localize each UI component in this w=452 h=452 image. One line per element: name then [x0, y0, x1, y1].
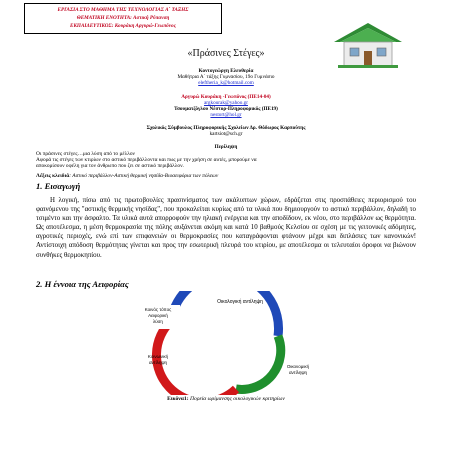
author-affiliation: Μαθήτρια Α΄ τάξης Γυμνασίου, 19ο Γυμνάσιο [177, 74, 275, 80]
label-social-2: αντίληψη [148, 360, 168, 365]
label-common-3: λύση [153, 319, 163, 324]
caption-text: Πορεία ωρίμανσης οικολογικών κριτηρίων [188, 396, 285, 402]
label-common-2: Αειφορική [148, 313, 168, 318]
caption-prefix: Εικόνα1: [167, 396, 189, 402]
green-arc [236, 336, 281, 389]
advisor-name: Σχολικός Σύμβουλος Πληροφορικής Σχολείων Δρ. Θόδωρος Καρπούτης [146, 125, 306, 131]
course-header-box [24, 3, 222, 34]
teacher2-name: Τσουματζόγλου Νέστορ-Πληροφορικός (ΠΕ19) [174, 106, 278, 112]
keywords-label: Λέξεις κλειδιά [36, 173, 70, 179]
label-economic-2: αντίληψη [288, 370, 308, 375]
red-arc [156, 321, 236, 395]
label-social-1: Κοινωνική [147, 354, 169, 359]
green-house-logo [332, 21, 404, 69]
label-common-1: Κοινός τόπος [144, 307, 172, 312]
keywords-text: : Αστικό περιβάλλον-Αστική θερμική νησίδα-Βιοαειφόρια των πόλεων [69, 173, 219, 179]
author-email-link[interactable]: eleftheria_k@hotmail.com [198, 80, 254, 86]
advisor-email: kartsiot@sch.gr [209, 131, 243, 137]
label-ecological: Οικολογική αντίληψη [217, 299, 263, 305]
label-economic-1: Οικονομική [286, 364, 310, 369]
teacher1-name: Αργυρώ Κουράκη -Γεωπόνος (ΠΕ14-04) [181, 94, 271, 100]
abstract-line-2: Αφορά τις στέγες των κτιρίων στο αστικό περιβάλλοντα και πως με την χρήση σε αυτές, μπορούμε να [36, 157, 257, 163]
document-title: «Πράσινες Στέγες» [187, 48, 265, 59]
section1-paragraph: Η λογική, πίσω από τις πρωτοβουλίες πρασινίσματος των ακάλυπτων χώρων, εδράζεται στις προσπάθειες περιορισμού του φαινόμενου της "αστικής θερμικής νησίδας", που προκαλείται κυρίως από τα υλικά που δημιουργούν το αστικό περιβάλλον, δηλαδή το τσιμέντο και την άσφαλτο. Τα υλικά αυτά απορροφούν την ηλιακή ενέργεια και την αποδίδουν, εκ νέου, στο περιβάλλον ως θερμότητα. Ως αποτέλεσμα, η μέση θερμοκρασία της πόλης αυξάνεται ακόμη και κατά 10 βαθμούς Κελσίου σε σχέση με τις γειτονικές αδόμητες, αγροτικές περιοχές, ενώ επί των επιφανειών οι θερμοκρασίες που καταγράφονται φτάνουν μέχρι και διπλάσιες των κανονικών! Αντίστοιχη απόδοση θερμότητας γίνεται και προς την εσωτερική πλευρά του κτιρίου, με αποτέλεσμα οι τελευταίοι όροφοι να βιώνουν συνθήκες θερμοκηπίου. [36, 197, 416, 259]
abstract-line-1: Οι πράσινες στέγες…μια λύση από το μέλλον [36, 151, 135, 157]
abstract-line-3: αποκομίσουν οφέλη για τον άνθρωπο που ζει σε αστικό περιβάλλον. [36, 163, 184, 169]
sustainability-diagram [128, 291, 326, 395]
header-course-line: ΕΡΓΑΣΙΑ ΣΤΟ ΜΑΘΗΜΑ ΤΗΣ ΤΕΧΝΟΛΟΓΙΑΣ Α΄ ΤΑΞΗΣ [57, 7, 189, 13]
header-teacher-line: ΕΚΠΑΙΔΕΥΤΙΚΟΣ: Κουράκη Αργυρώ-Γεωπόνος [70, 23, 176, 30]
section2-heading: 2. Η έννοια της Αειφορίας [36, 279, 129, 289]
teacher2-email-link[interactable]: nestort@hol.gr [210, 112, 242, 118]
figure-caption [0, 396, 452, 403]
teacher1-email-link[interactable]: argkourak@yahoo.gr [203, 100, 248, 106]
header-topic-line: ΘΕΜΑΤΙΚΗ ΕΝΟΤΗΤΑ: Αστική Ρύπανση [76, 15, 170, 22]
blue-arc [171, 291, 279, 336]
keywords-line [36, 173, 416, 179]
author-name: Κοντογεώργη Ελευθερία [198, 68, 254, 74]
section1-heading: 1. Εισαγωγή [36, 181, 81, 191]
abstract-heading: Περίληψη [214, 144, 238, 150]
